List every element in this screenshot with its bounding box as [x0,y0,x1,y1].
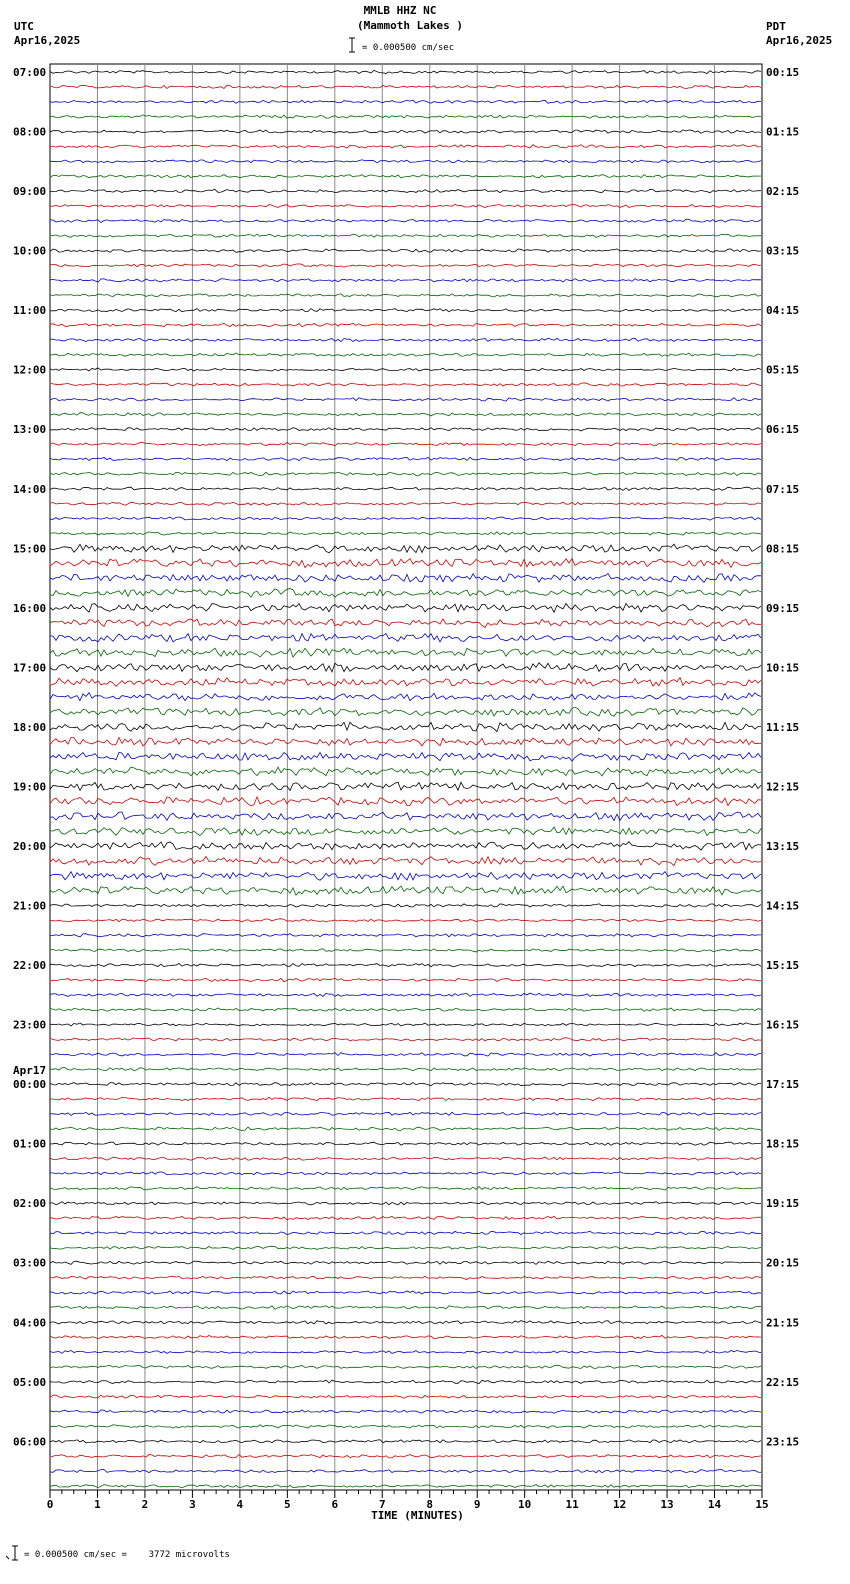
trace-74 [50,1157,761,1160]
right-hour-label-13: 13:15 [766,839,800,853]
trace-24 [50,413,761,416]
trace-93 [50,1440,761,1443]
trace-94 [50,1455,761,1458]
trace-88 [50,1365,761,1368]
trace-86 [50,1335,761,1338]
trace-40 [50,648,761,657]
trace-30 [50,502,761,505]
x-tick-label-6: 6 [331,1498,339,1511]
trace-46 [50,738,761,746]
x-axis-label: TIME (MINUTES) [371,1509,464,1522]
footer-scale-bar-icon [2,1544,20,1565]
left-hour-label-1: 08:00 [13,125,47,139]
trace-69 [50,1083,761,1086]
scale-bar-icon [348,36,356,57]
right-hour-label-10: 10:15 [766,661,800,675]
trace-37 [50,603,761,612]
left-hour-label-12: 19:00 [13,780,47,794]
left-hour-label-3: 10:00 [13,244,47,258]
trace-1 [50,70,761,73]
trace-14 [50,264,761,267]
trace-45 [50,722,761,731]
trace-79 [50,1231,761,1234]
left-hour-label-19: 02:00 [13,1197,47,1211]
trace-41 [50,663,761,672]
plot-frame [50,64,762,1490]
trace-27 [50,457,761,460]
trace-66 [50,1038,761,1041]
x-tick-label-14: 14 [707,1498,722,1511]
trace-57 [50,904,761,907]
trace-34 [50,559,761,568]
trace-17 [50,309,761,312]
trace-56 [50,886,761,895]
x-tick-label-12: 12 [612,1498,627,1511]
trace-89 [50,1380,761,1384]
trace-47 [50,753,761,762]
left-hour-label-11: 18:00 [13,720,47,734]
trace-51 [50,812,761,821]
x-tick-label-0: 0 [46,1498,54,1511]
left-hour-label-5: 12:00 [13,363,47,377]
right-hour-label-3: 03:15 [766,244,800,258]
right-hour-label-22: 22:15 [766,1375,800,1389]
right-date: Apr16,2025 [766,34,833,47]
trace-9 [50,190,761,193]
left-hour-label-23: 06:00 [13,1435,47,1449]
station-title: MMLB HHZ NC [363,4,437,17]
right-hour-label-1: 01:15 [766,125,800,139]
right-hour-label-23: 23:15 [766,1435,800,1449]
trace-29 [50,487,761,490]
trace-60 [50,949,761,952]
left-hour-label-6: 13:00 [13,423,47,437]
trace-8 [50,175,761,178]
trace-91 [50,1410,761,1413]
trace-35 [50,574,761,583]
x-tick-label-4: 4 [236,1498,244,1511]
trace-33 [50,544,761,553]
trace-26 [50,442,761,445]
left-hour-label-0: 07:00 [13,66,47,79]
trace-73 [50,1142,761,1145]
trace-62 [50,978,761,981]
right-hour-label-14: 14:15 [766,899,800,913]
left-hour-label-15: 22:00 [13,959,47,973]
trace-18 [50,323,761,326]
trace-55 [50,872,761,881]
trace-5 [50,130,761,134]
trace-77 [50,1202,761,1205]
trace-59 [50,934,761,937]
x-tick-label-2: 2 [141,1498,149,1511]
trace-75 [50,1172,761,1175]
trace-78 [50,1216,761,1219]
right-hour-label-15: 15:15 [766,959,800,973]
trace-90 [50,1395,761,1398]
left-hour-label-7: 14:00 [13,482,47,496]
right-hour-label-9: 09:15 [766,601,800,615]
left-hour-label-20: 03:00 [13,1256,47,1270]
trace-38 [50,619,761,628]
left-hour-label-9: 16:00 [13,601,47,615]
right-hour-label-16: 16:15 [766,1018,800,1032]
trace-70 [50,1097,761,1100]
right-hour-label-4: 04:15 [766,304,800,318]
trace-4 [50,115,761,118]
left-date: Apr16,2025 [14,34,81,47]
trace-67 [50,1053,761,1057]
right-hour-label-18: 18:15 [766,1137,800,1151]
trace-16 [50,294,761,297]
trace-21 [50,368,761,371]
left-hour-label-14: 21:00 [13,899,47,913]
trace-13 [50,249,761,252]
trace-81 [50,1261,761,1264]
trace-3 [50,100,761,103]
trace-53 [50,842,761,851]
x-tick-label-10: 10 [518,1498,532,1511]
trace-44 [50,707,761,716]
right-hour-label-20: 20:15 [766,1256,800,1270]
trace-64 [50,1008,761,1011]
trace-96 [50,1485,761,1488]
trace-49 [50,782,761,790]
right-hour-label-0: 00:15 [766,66,800,79]
x-tick-label-8: 8 [426,1498,434,1511]
trace-25 [50,428,761,431]
right-hour-label-5: 05:15 [766,363,800,377]
trace-48 [50,767,761,776]
trace-32 [50,532,761,535]
trace-10 [50,204,761,207]
trace-61 [50,964,761,967]
trace-76 [50,1187,761,1190]
trace-80 [50,1246,761,1249]
trace-71 [50,1112,761,1115]
right-hour-label-11: 11:15 [766,720,800,734]
trace-95 [50,1470,761,1473]
left-hour-label-18: 01:00 [13,1137,47,1151]
trace-63 [50,993,761,996]
left-hour-label-10: 17:00 [13,661,47,675]
right-hour-label-8: 08:15 [766,542,800,556]
x-tick-label-3: 3 [189,1498,196,1511]
x-tick-label-9: 9 [473,1498,481,1511]
trace-42 [50,678,761,687]
right-hour-label-7: 07:15 [766,482,800,496]
left-hour-label-13: 20:00 [13,839,47,853]
trace-31 [50,517,761,520]
trace-87 [50,1350,761,1353]
trace-68 [50,1068,761,1071]
x-tick-label-1: 1 [94,1498,101,1511]
right-hour-label-2: 02:15 [766,185,800,199]
x-tick-label-13: 13 [660,1498,674,1511]
left-hour-label-4: 11:00 [13,304,47,318]
trace-11 [50,219,761,222]
right-hour-label-12: 12:15 [766,780,800,794]
scale-label: = 0.000500 cm/sec [362,43,455,53]
left-hour-label-16: 23:00 [13,1018,47,1032]
right-hour-label-21: 21:15 [766,1316,800,1330]
right-timezone: PDT [766,20,786,33]
trace-52 [50,827,761,836]
trace-23 [50,398,761,402]
trace-12 [50,234,761,237]
x-tick-label-15: 15 [755,1498,769,1511]
trace-43 [50,693,761,701]
left-hour-label-17: 00:00 [13,1078,47,1092]
trace-65 [50,1023,761,1026]
trace-19 [50,338,761,341]
trace-72 [50,1127,761,1130]
station-location: (Mammoth Lakes ) [357,19,463,32]
left-timezone: UTC [14,20,34,33]
trace-39 [50,634,761,642]
trace-50 [50,797,761,806]
left-hour-label-8: 15:00 [13,542,47,556]
trace-20 [50,353,761,356]
footer-scale-label: = 0.000500 cm/sec = 3772 microvolts [24,1550,230,1560]
trace-15 [50,279,761,282]
trace-58 [50,919,761,922]
trace-54 [50,857,761,866]
trace-84 [50,1306,761,1309]
right-hour-label-17: 17:15 [766,1078,800,1092]
trace-7 [50,160,761,163]
trace-82 [50,1276,761,1279]
x-tick-label-7: 7 [378,1498,386,1511]
trace-6 [50,145,761,148]
right-hour-label-6: 06:15 [766,423,800,437]
left-hour-label-22: 05:00 [13,1375,47,1389]
trace-2 [50,85,761,88]
date-change-label: Apr17 [13,1064,47,1078]
trace-83 [50,1291,761,1294]
trace-92 [50,1425,761,1428]
trace-36 [50,589,761,598]
left-hour-label-2: 09:00 [13,185,47,199]
right-hour-label-19: 19:15 [766,1197,800,1211]
left-hour-label-21: 04:00 [13,1316,47,1330]
trace-85 [50,1321,761,1324]
x-tick-label-5: 5 [284,1498,291,1511]
trace-28 [50,472,761,475]
trace-22 [50,383,761,386]
x-tick-label-11: 11 [565,1498,579,1511]
